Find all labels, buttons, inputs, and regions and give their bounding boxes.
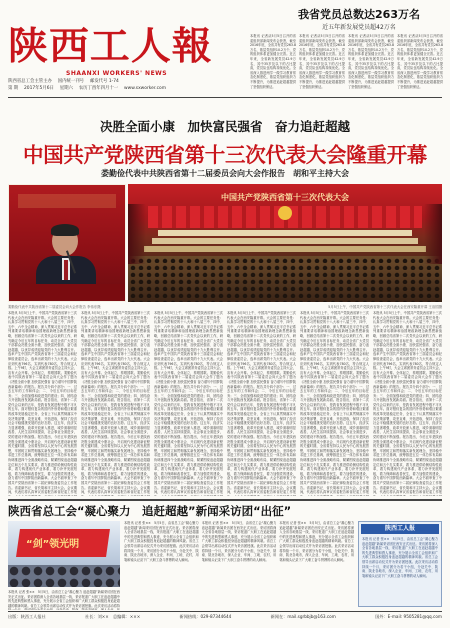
masthead-info-line1 — [8, 78, 270, 85]
article-column: 本报讯 5月5日上午，中国共产党陕西省第十三次代表大会在西安隆重开幕。大会的主要任务是：认真学习贯彻党的十八大和十八届三中、四中、五中、六中全会精神，深入贯彻习近平总书记系列重要讲话精神和治国理政新理念新思想新战略，回顾总结省第十二次党代会以来的工作，研究确定今后五年的目标任务，动员全省广大党员干部群众决胜全面小康、加快富民强省、奋力追赶超越，以优异成绩迎接党的十九大胜利召开。选举产生中国共产党陕西省第十三届委员会和纪律检查委员会，选举出席党的十九大代表。大会应到代表796名，实到代表780名，符合规定人数。上午9时，大会主席团常务委员会主持大会，宣布大会开幕。全体起立，奏唱国歌。娄勤俭代表中共陕西省第十二届委员会向大会作了题为《决胜全面小康 加快富民强省 奋力谱写中国梦陕西新篇章》的报告。报告共分四个部分：一、过去五年的工作和体会；二、今后五年的目标任务；三、全面加强和改进党的建设；四、团结奋斗开创陕西发展新局面。报告指出，省第十二次党代会以来的五年，是我省发展进程中极不平凡的五年。面对错综复杂的国内外形势和艰巨繁重的改革发展稳定任务，全省上下认真贯彻落实中央决策部署，攻坚克难、开拓进取，保持了经济社会平稳健康发展的良好态势。这五年，经济实力显著增强，改革开放深入推进，城乡面貌明显改善，人民生活持续提高，社会事业全面进步，党的建设不断加强。报告提出，今后五年是陕西决胜全面建成小康社会、开启现代化建设新征程的关键时期，全省要坚持以人民为中心的发展思想，牢固树立和贯彻落实新发展理念，坚持稳中求进工作总基调，统筹推进五位一体总体布局和协调推进四个全面战略布局，紧紧围绕追赶超越定位和五个扎实要求，着力推进供给侧结构性改革，着力构建现代产业体系，着力补齐发展短板，着力保障和改善民生，着力加强党的建设，奋力谱写中国梦陕西新篇章。大会书面审查了中国共产党陕西省第十二届纪律检查委员会工作报告。省委副书记、省长胡和平主持大会。会议期间，代表们将认真审议省委报告和省纪委工作报 — [373, 311, 442, 495]
masthead-info-line2 — [8, 85, 270, 92]
side-ad-body: 本报讯 记者 张×× 5月5日，由省总工会“凝心聚力 追赶超越”新闻采访团在西安正式出征。采访团将深入全省各地基层一线，采访报道广大职工在追赶超越中的先进典型和感人事迹，充分展示全省工会组织和广大职工群众积极投身追赶超越的精神风貌。省总工会领导出席启动仪式并为采访团授旗。此次采访活动将持续一个月，采访团分为若干小组，分赴关中、陕南、陕北各地市，深入企业、车间、工地、农村，用笔和镜头记录下广大职工奋斗拼搏的动人瞬间。 — [362, 537, 438, 578]
masthead-subtitle: SHAANXI WORKERS' NEWS — [66, 70, 168, 77]
photo-flag-ceremony — [8, 521, 120, 587]
info-item: 1-74 — [108, 79, 119, 84]
audience — [128, 256, 442, 302]
info-item: 邮发代号 — [89, 79, 108, 84]
party-emblem — [278, 206, 292, 220]
stage-banner: 中国共产党陕西省第十三次代表大会 — [221, 193, 349, 202]
masthead — [8, 6, 270, 76]
flag-badge: “剑”领光明 — [26, 539, 80, 550]
side-ad-title: 陕西工人报 — [361, 524, 439, 534]
article-column: 本报讯 5月5日上午，中国共产党陕西省第十三次代表大会在西安隆重开幕。大会的主要任务是：认真学习贯彻党的十八大和十八届三中、四中、五中、六中全会精神，深入贯彻习近平总书记系列重要讲话精神和治国理政新理念新思想新战略，回顾总结省第十二次党代会以来的工作，研究确定今后五年的目标任务，动员全省广大党员干部群众决胜全面小康、加快富民强省、奋力追赶超越，以优异成绩迎接党的十九大胜利召开。选举产生中国共产党陕西省第十三届委员会和纪律检查委员会，选举出席党的十九大代表。大会应到代表796名，实到代表780名，符合规定人数。上午9时，大会主席团常务委员会主持大会，宣布大会开幕。全体起立，奏唱国歌。娄勤俭代表中共陕西省第十二届委员会向大会作了题为《决胜全面小康 加快富民强省 奋力谱写中国梦陕西新篇章》的报告。报告共分四个部分：一、过去五年的工作和体会；二、今后五年的目标任务；三、全面加强和改进党的建设；四、团结奋斗开创陕西发展新局面。报告指出，省第十二次党代会以来的五年，是我省发展进程中极不平凡的五年。面对错综复杂的国内外形势和艰巨繁重的改革发展稳定任务，全省上下认真贯彻落实中央决策部署，攻坚克难、开拓进取，保持了经济社会平稳健康发展的良好态势。这五年，经济实力显著增强，改革开放深入推进，城乡面貌明显改善，人民生活持续提高，社会事业全面进步，党的建设不断加强。报告提出，今后五年是陕西决胜全面建成小康社会、开启现代化建设新征程的关键时期，全省要坚持以人民为中心的发展思想，牢固树立和贯彻落实新发展理念，坚持稳中求进工作总基调，统筹推进五位一体总体布局和协调推进四个全面战略布局，紧紧围绕追赶超越定位和五个扎实要求，着力推进供给侧结构性改革，着力构建现代产业体系，着力补齐发展短板，着力保障和改善民生，着力加强党的建设，奋力谱写中国梦陕西新篇章。大会书面审查了中国共产党陕西省第十二届纪律检查委员会工作报告。省委副书记、省长胡和平主持大会。会议期间，代表们将认真审议省委报告和省纪委工作报 — [300, 311, 369, 495]
article-column: 本报讯 5月5日上午，中国共产党陕西省第十三次代表大会在西安隆重开幕。大会的主要任务是：认真学习贯彻党的十八大和十八届三中、四中、五中、六中全会精神，深入贯彻习近平总书记系列重要讲话精神和治国理政新理念新思想新战略，回顾总结省第十二次党代会以来的工作，研究确定今后五年的目标任务，动员全省广大党员干部群众决胜全面小康、加快富民强省、奋力追赶超越，以优异成绩迎接党的十九大胜利召开。选举产生中国共产党陕西省第十三届委员会和纪律检查委员会，选举出席党的十九大代表。大会应到代表796名，实到代表780名，符合规定人数。上午9时，大会主席团常务委员会主持大会，宣布大会开幕。全体起立，奏唱国歌。娄勤俭代表中共陕西省第十二届委员会向大会作了题为《决胜全面小康 加快富民强省 奋力谱写中国梦陕西新篇章》的报告。报告共分四个部分：一、过去五年的工作和体会；二、今后五年的目标任务；三、全面加强和改进党的建设；四、团结奋斗开创陕西发展新局面。报告指出，省第十二次党代会以来的五年，是我省发展进程中极不平凡的五年。面对错综复杂的国内外形势和艰巨繁重的改革发展稳定任务，全省上下认真贯彻落实中央决策部署，攻坚克难、开拓进取，保持了经济社会平稳健康发展的良好态势。这五年，经济实力显著增强，改革开放深入推进，城乡面貌明显改善，人民生活持续提高，社会事业全面进步，党的建设不断加强。报告提出，今后五年是陕西决胜全面建成小康社会、开启现代化建设新征程的关键时期，全省要坚持以人民为中心的发展思想，牢固树立和贯彻落实新发展理念，坚持稳中求进工作总基调，统筹推进五位一体总体布局和协调推进四个全面战略布局，紧紧围绕追赶超越定位和五个扎实要求，着力推进供给侧结构性改革，着力构建现代产业体系，着力补齐发展短板，着力保障和改善民生，着力加强党的建设，奋力谱写中国梦陕西新篇章。大会书面审查了中国共产党陕西省第十二届纪律检查委员会工作报告。省委副书记、省长胡和平主持大会。会议期间，代表们将认真审议省委报告和省纪委工作报 — [227, 311, 296, 495]
article-column: 本报讯 记者从5月5日召开的省委组织部新闻发布会获悉，截至2016年底，全省共有党员263.8万名，基层党组织10.2万个，党的组织体系更加健全完善。近五年来，全省新发展党员42.9万名，其中35岁及以下的占比提高，党员队伍结构持续优化。全省深入推进两学一做学习教育常态化制度化，基层党组织组织力不断提升，为推进追赶超越提供了坚强组织保证。 — [348, 34, 394, 89]
info-item: 农历丁酉年四月十一 — [78, 86, 119, 91]
caption-speaker: 娄勤俭代表中共陕西省第十二届委员会向大会作报告 李伟东摄 — [8, 305, 101, 309]
banner-subheadline: 娄勤俭代表中共陕西省第十二届委员会向大会作报告 胡和平主持大会 — [101, 168, 349, 178]
divider — [8, 97, 442, 98]
article-column: 本报讯 记者 张×× 5月5日，由省总工会“凝心聚力 追赶超越”新闻采访团在西安正式出征。采访团将深入全省各地基层一线，采访报道广大职工在追赶超越中的先进典型和感人事迹，充分展示全省工会组织和广大职工群众积极投身追赶超越的精神风貌。省总工会领导出席启动仪式并为采访团授旗。此次采访活动将持续一个月，采访团分为若干小组，分赴关中、陕南、陕北各地市，深入企业、车间、工地、农村，用笔和镜头记录下广大职工奋斗拼搏的动人瞬间。 — [279, 521, 355, 562]
article-column: 本报讯 记者 张×× 5月5日，由省总工会“凝心聚力 追赶超越”新闻采访团在西安正式出征。采访团将深入全省各地基层一线，采访报道广大职工在追赶超越中的先进典型和感人事迹，充分展示全省工会组织和广大职工群众积极投身追赶超越的精神风貌。省总工会领导出席启动仪式并为采访团授旗。此次采访活动将持续一个月，采访团分为若干小组，分赴关中、陕南、陕北各地市，深入企业、车间、工地、农村，用笔和镜头记录下广大职工奋斗拼搏的动人瞬间。 — [124, 521, 199, 562]
banner-kicker: 决胜全面小康 加快富民强省 奋力追赶超越 — [99, 119, 350, 134]
top-right-subhead: 近五年新发展党员超42万名 — [322, 24, 396, 31]
info-item: www.sxworker.com — [124, 86, 167, 91]
article-column: 本报讯 记者从5月5日召开的省委组织部新闻发布会获悉，截至2016年底，全省共有党员263.8万名，基层党组织10.2万个，党的组织体系更加健全完善。近五年来，全省新发展党员42.9万名，其中35岁及以下的占比提高，党员队伍结构持续优化。全省深入推进两学一做学习教育常态化制度化，基层党组织组织力不断提升，为推进追赶超越提供了坚强组织保证。 — [299, 34, 345, 89]
footer-item: 新闻热线：029-87344644 — [179, 614, 232, 619]
article-column: 本报讯 记者从5月5日召开的省委组织部新闻发布会获悉，截至2016年底，全省共有党员263.8万名，基层党组织10.2万个，党的组织体系更加健全完善。近五年来，全省新发展党员42.9万名，其中35岁及以下的占比提高，党员队伍结构持续优化。全省深入推进两学一做学习教育常态化制度化，基层党组织组织力不断提升，为推进追赶超越提供了坚强组织保证。 — [397, 34, 443, 89]
banner-headline: 中国共产党陕西省第十三次代表大会隆重开幕 — [23, 143, 427, 167]
article-column: 本报讯 记者 张×× 5月5日，由省总工会“凝心聚力 追赶超越”新闻采访团在西安正式出征。采访团将深入全省各地基层一线，采访报道广大职工在追赶超越中的先进典型和感人事迹，充分展示全省工会组织和广大职工群众积极投身追赶超越的精神风貌。省总工会领导出席启动仪式并为采访团授旗。此次采访活动将持续一个月，采访团分为若干小组，分赴关中、陕南、陕北各地市，深入企业、车间、工地、农村，用笔和镜头记录下广大职工奋斗拼搏的动人瞬间。 — [201, 521, 277, 562]
side-ad — [358, 521, 442, 607]
caption-hall: 5月5日上午，中国共产党陕西省第十三次代表大会在西安隆重开幕 王治国摄 — [328, 305, 442, 309]
divider — [8, 499, 442, 501]
info-item: 第 期 — [8, 86, 19, 91]
bottom-article — [124, 521, 354, 607]
article-column: 本报讯 记者从5月5日召开的省委组织部新闻发布会获悉，截至2016年底，全省共有党员263.8万名，基层党组织10.2万个，党的组织体系更加健全完善。近五年来，全省新发展党员42.9万名，其中35岁及以下的占比提高，党员队伍结构持续优化。全省深入推进两学一做学习教育常态化制度化，基层党组织组织力不断提升，为推进追赶超越提供了坚强组织保证。 — [250, 34, 296, 89]
info-item: 陕西省总工会主管主办 — [8, 79, 52, 84]
info-item: 国内统一刊号 — [57, 79, 85, 84]
top-right-headline: 我省党员总数达263万名 — [298, 8, 420, 21]
article-column: 本报讯 5月5日上午，中国共产党陕西省第十三次代表大会在西安隆重开幕。大会的主要任务是：认真学习贯彻党的十八大和十八届三中、四中、五中、六中全会精神，深入贯彻习近平总书记系列重要讲话精神和治国理政新理念新思想新战略，回顾总结省第十二次党代会以来的工作，研究确定今后五年的目标任务，动员全省广大党员干部群众决胜全面小康、加快富民强省、奋力追赶超越，以优异成绩迎接党的十九大胜利召开。选举产生中国共产党陕西省第十三届委员会和纪律检查委员会，选举出席党的十九大代表。大会应到代表796名，实到代表780名，符合规定人数。上午9时，大会主席团常务委员会主持大会，宣布大会开幕。全体起立，奏唱国歌。娄勤俭代表中共陕西省第十二届委员会向大会作了题为《决胜全面小康 加快富民强省 奋力谱写中国梦陕西新篇章》的报告。报告共分四个部分：一、过去五年的工作和体会；二、今后五年的目标任务；三、全面加强和改进党的建设；四、团结奋斗开创陕西发展新局面。报告指出，省第十二次党代会以来的五年，是我省发展进程中极不平凡的五年。面对错综复杂的国内外形势和艰巨繁重的改革发展稳定任务，全省上下认真贯彻落实中央决策部署，攻坚克难、开拓进取，保持了经济社会平稳健康发展的良好态势。这五年，经济实力显著增强，改革开放深入推进，城乡面貌明显改善，人民生活持续提高，社会事业全面进步，党的建设不断加强。报告提出，今后五年是陕西决胜全面建成小康社会、开启现代化建设新征程的关键时期，全省要坚持以人民为中心的发展思想，牢固树立和贯彻落实新发展理念，坚持稳中求进工作总基调，统筹推进五位一体总体布局和协调推进四个全面战略布局，紧紧围绕追赶超越定位和五个扎实要求，着力推进供给侧结构性改革，着力构建现代产业体系，着力补齐发展短板，着力保障和改善民生，着力加强党的建设，奋力谱写中国梦陕西新篇章。大会书面审查了中国共产党陕西省第十二届纪律检查委员会工作报告。省委副书记、省长胡和平主持大会。会议期间，代表们将认真审议省委报告和省纪委工作报 — [81, 311, 150, 495]
photo-conference-hall — [128, 184, 442, 302]
info-item: 星期六 — [59, 86, 73, 91]
masthead-title: 陕西工人報 — [8, 23, 213, 68]
article-column: 本报讯 5月5日上午，中国共产党陕西省第十三次代表大会在西安隆重开幕。大会的主要任务是：认真学习贯彻党的十八大和十八届三中、四中、五中、六中全会精神，深入贯彻习近平总书记系列重要讲话精神和治国理政新理念新思想新战略，回顾总结省第十二次党代会以来的工作，研究确定今后五年的目标任务，动员全省广大党员干部群众决胜全面小康、加快富民强省、奋力追赶超越，以优异成绩迎接党的十九大胜利召开。选举产生中国共产党陕西省第十三届委员会和纪律检查委员会，选举出席党的十九大代表。大会应到代表796名，实到代表780名，符合规定人数。上午9时，大会主席团常务委员会主持大会，宣布大会开幕。全体起立，奏唱国歌。娄勤俭代表中共陕西省第十二届委员会向大会作了题为《决胜全面小康 加快富民强省 奋力谱写中国梦陕西新篇章》的报告。报告共分四个部分：一、过去五年的工作和体会；二、今后五年的目标任务；三、全面加强和改进党的建设；四、团结奋斗开创陕西发展新局面。报告指出，省第十二次党代会以来的五年，是我省发展进程中极不平凡的五年。面对错综复杂的国内外形势和艰巨繁重的改革发展稳定任务，全省上下认真贯彻落实中央决策部署，攻坚克难、开拓进取，保持了经济社会平稳健康发展的良好态势。这五年，经济实力显著增强，改革开放深入推进，城乡面貌明显改善，人民生活持续提高，社会事业全面进步，党的建设不断加强。报告提出，今后五年是陕西决胜全面建成小康社会、开启现代化建设新征程的关键时期，全省要坚持以人民为中心的发展思想，牢固树立和贯彻落实新发展理念，坚持稳中求进工作总基调，统筹推进五位一体总体布局和协调推进四个全面战略布局，紧紧围绕追赶超越定位和五个扎实要求，着力推进供给侧结构性改革，着力构建现代产业体系，着力补齐发展短板，着力保障和改善民生，着力加强党的建设，奋力谱写中国梦陕西新篇章。大会书面审查了中国共产党陕西省第十二届纪律检查委员会工作报告。省委副书记、省长胡和平主持大会。会议期间，代表们将认真审议省委报告和省纪委工作报 — [154, 311, 223, 495]
footer — [8, 614, 442, 624]
footer-item: 国外：E-mail: 9505281@qq.com — [375, 614, 442, 619]
info-item: 2017年5月6日 — [23, 86, 54, 91]
bottom-note: 本报讯 记者 张×× 5月5日，由省总工会“凝心聚力 追赶超越”新闻采访团在西安正式出征。采访团将深入全省各地基层一线，采访报道广大职工在追赶超越中的先进典型和感人事迹，充分展示全省工会组织和广大职工群众积极投身追赶超越的精神风貌。省总工会领导出席启动仪式并为采访团授旗。此次采访活动将持 — [8, 590, 120, 608]
article-column: 本报讯 5月5日上午，中国共产党陕西省第十三次代表大会在西安隆重开幕。大会的主要任务是：认真学习贯彻党的十八大和十八届三中、四中、五中、六中全会精神，深入贯彻习近平总书记系列重要讲话精神和治国理政新理念新思想新战略，回顾总结省第十二次党代会以来的工作，研究确定今后五年的目标任务，动员全省广大党员干部群众决胜全面小康、加快富民强省、奋力追赶超越，以优异成绩迎接党的十九大胜利召开。选举产生中国共产党陕西省第十三届委员会和纪律检查委员会，选举出席党的十九大代表。大会应到代表796名，实到代表780名，符合规定人数。上午9时，大会主席团常务委员会主持大会，宣布大会开幕。全体起立，奏唱国歌。娄勤俭代表中共陕西省第十二届委员会向大会作了题为《决胜全面小康 加快富民强省 奋力谱写中国梦陕西新篇章》的报告。报告共分四个部分：一、过去五年的工作和体会；二、今后五年的目标任务；三、全面加强和改进党的建设；四、团结奋斗开创陕西发展新局面。报告指出，省第十二次党代会以来的五年，是我省发展进程中极不平凡的五年。面对错综复杂的国内外形势和艰巨繁重的改革发展稳定任务，全省上下认真贯彻落实中央决策部署，攻坚克难、开拓进取，保持了经济社会平稳健康发展的良好态势。这五年，经济实力显著增强，改革开放深入推进，城乡面貌明显改善，人民生活持续提高，社会事业全面进步，党的建设不断加强。报告提出，今后五年是陕西决胜全面建成小康社会、开启现代化建设新征程的关键时期，全省要坚持以人民为中心的发展思想，牢固树立和贯彻落实新发展理念，坚持稳中求进工作总基调，统筹推进五位一体总体布局和协调推进四个全面战略布局，紧紧围绕追赶超越定位和五个扎实要求，着力推进供给侧结构性改革，着力构建现代产业体系，着力补齐发展短板，着力保障和改善民生，着力加强党的建设，奋力谱写中国梦陕西新篇章。大会书面审查了中国共产党陕西省第十二届纪律检查委员会工作报告。省委副书记、省长胡和平主持大会。会议期间，代表们将认真审议省委报告和省纪委工作报 — [8, 311, 77, 495]
photo-speaker — [8, 184, 126, 302]
footer-item: 社长：刘×× 总编辑：××× — [85, 614, 141, 619]
bottom-headline: 陕西省总工会“凝心聚力 追赶超越”新闻采访团“出征” — [8, 504, 292, 518]
masthead-info — [8, 78, 270, 98]
footer-item: 出版：陕西工人报社 — [8, 614, 46, 619]
footer-item: 新闻在：mail.sgrbbjb@163.com — [270, 614, 336, 619]
divider — [8, 611, 442, 612]
main-article — [8, 311, 442, 496]
top-right-body — [250, 34, 443, 94]
